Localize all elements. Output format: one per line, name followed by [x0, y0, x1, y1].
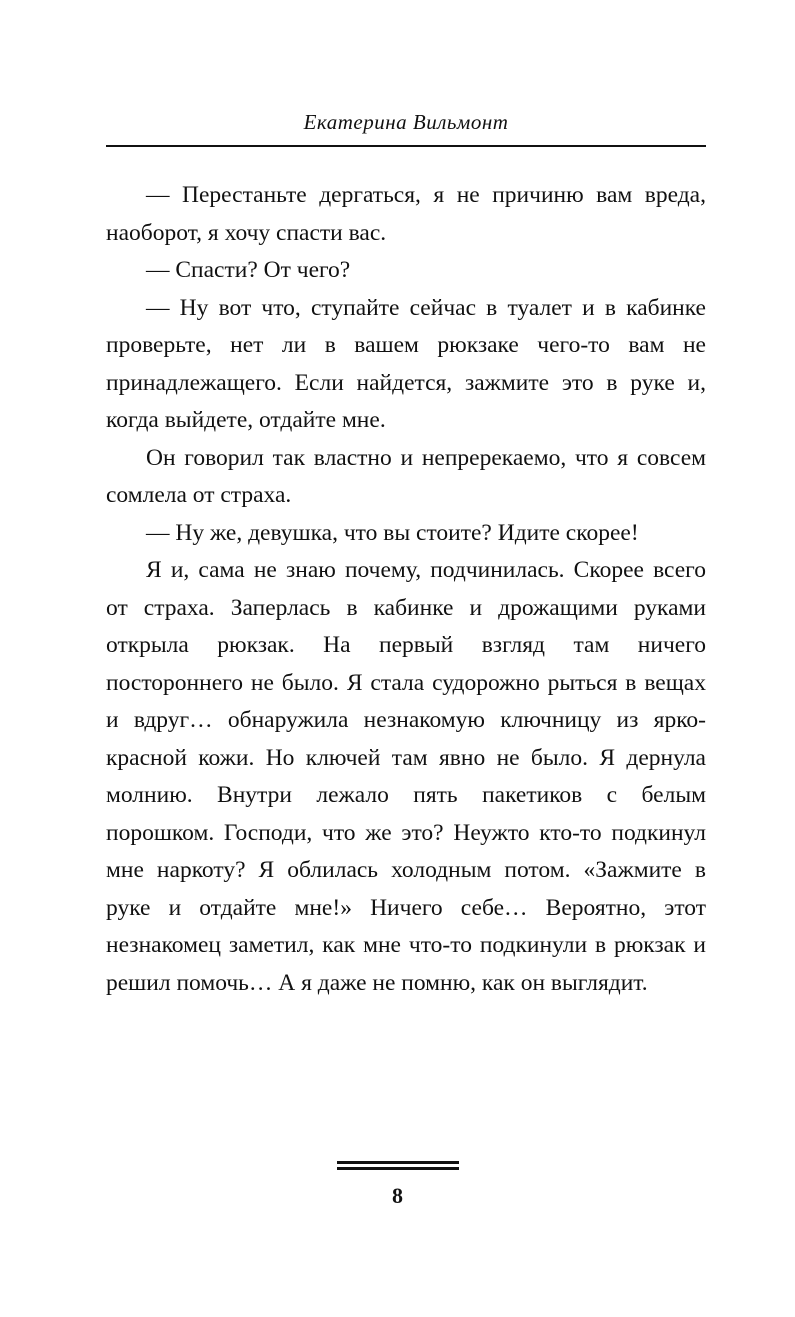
page-number: 8 — [392, 1183, 403, 1208]
paragraph: — Ну же, девушка, что вы стоите? Идите скорее! — [146, 519, 639, 546]
paragraph: Он говорил так властно и непререкаемо, что я совсем сомлела от страха. — [106, 444, 706, 508]
page-footer — [0, 1161, 795, 1209]
paragraph: Я и, сама не знаю почему, подчинилась. Скорее всего от страха. Заперлась в кабинке и дрожащими руками открыла рюкзак. На первый взгляд там ничего постороннего не было. Я стала судорожно рыться в вещах и вдруг… обнаружила незнакомую ключницу из ярко-красной кожи. Но ключей там явно не было. Я дернула молнию. Внутри лежало пять пакетиков с белым порошком. Господи, что же это? Неужто кто-то подкинул мне наркоту? Я облилась холодным потом. «Зажмите в руке и отдайте мне!» Ничего себе… Вероятно, этот незнакомец заметил, как мне что-то подкинули в рюкзак и решил помочь… А я даже не помню, как он выглядит. — [106, 557, 706, 996]
body-text — [106, 177, 706, 1002]
paragraph: — Перестаньте дергаться, я не причиню вам вреда, наоборот, я хочу спасти вас. — [106, 182, 706, 246]
footer-divider — [337, 1161, 459, 1170]
page-content — [106, 0, 706, 1317]
header-divider — [106, 145, 706, 147]
running-head: Екатерина Вильмонт — [303, 110, 509, 134]
paragraph: — Спасти? От чего? — [146, 257, 351, 283]
paragraph: — Ну вот что, ступайте сейчас в туалет и в кабинке проверьте, нет ли в вашем рюкзаке чего-то вам не принадлежащего. Если найдется, зажмите это в руке и, когда выйдете, отдайте мне. — [106, 294, 706, 433]
